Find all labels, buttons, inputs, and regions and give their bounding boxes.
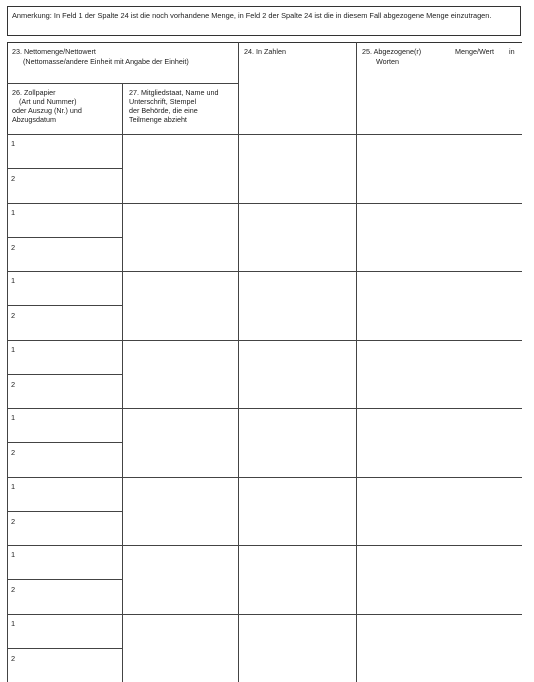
row-number-1: 1	[11, 207, 16, 217]
row-divider	[7, 271, 522, 272]
col26-header-d: Abzugsdatum	[12, 115, 56, 124]
row-half-divider	[7, 648, 122, 649]
row-half-divider	[7, 374, 122, 375]
row-number-2: 2	[11, 585, 16, 595]
row-half-divider	[7, 237, 122, 238]
col25-header-c: in	[509, 47, 515, 56]
col27-header-a: 27. Mitgliedstaat, Name und	[129, 88, 219, 97]
row-number-1: 1	[11, 344, 16, 354]
row-divider	[7, 340, 522, 341]
col23-title: 23. Nettomenge/Nettowert	[12, 47, 96, 56]
col26-header-a: 26. Zollpapier	[12, 88, 56, 97]
row-number-1: 1	[11, 481, 16, 491]
header-vline-c	[356, 42, 357, 134]
row-number-2: 2	[11, 174, 16, 184]
row-number-1: 1	[11, 139, 16, 148]
row-half-divider	[7, 305, 122, 306]
row-number-2: 2	[11, 311, 16, 321]
col25-header-b: Menge/Wert	[455, 47, 495, 56]
row-number-2: 2	[11, 653, 16, 663]
row-number-1: 1	[11, 413, 16, 422]
row-number-1: 1	[11, 618, 16, 628]
row-number-2: 2	[11, 448, 16, 458]
row-number-2: 2	[11, 242, 16, 252]
row-number-1: 1	[11, 550, 16, 559]
row-number-2: 2	[11, 516, 16, 526]
col27-header-b: Unterschrift, Stempel	[129, 97, 197, 106]
row-divider	[7, 203, 522, 204]
col23-subtitle: (Nettomasse/andere Einheit mit Angabe der Einheit)	[23, 57, 189, 66]
col27-header-d: Teilmenge abzieht	[129, 115, 187, 124]
row-divider	[7, 614, 522, 615]
row-number-2: 2	[11, 379, 16, 389]
row-half-divider	[7, 442, 122, 443]
col27-header-c: der Behörde, die eine	[129, 106, 198, 115]
row-divider	[7, 545, 522, 546]
header-vline-a	[122, 83, 123, 134]
instruction-note: Anmerkung: In Feld 1 der Spalte 24 ist die noch vorhandene Menge, in Feld 2 der Spalte 24 ist die in diesem Fall abgezogene Menge einzutragen.	[7, 6, 521, 36]
header-vline-b	[238, 42, 239, 134]
col25-header-d: Worten	[376, 57, 400, 66]
form-sheet	[7, 6, 522, 679]
grid-hline-top	[7, 134, 522, 135]
col25-header-a: 25. Abgezogene(r)	[362, 47, 422, 56]
row-divider	[7, 408, 522, 409]
row-divider	[7, 477, 522, 478]
row-number-1: 1	[11, 276, 16, 285]
col26-header-c: oder Auszug (Nr.) und	[12, 106, 82, 115]
col24-header: 24. In Zahlen	[244, 47, 286, 56]
col26-header-b: (Art und Nummer)	[19, 97, 77, 106]
row-half-divider	[7, 511, 122, 512]
row-half-divider	[7, 579, 122, 580]
row-half-divider	[7, 168, 122, 169]
